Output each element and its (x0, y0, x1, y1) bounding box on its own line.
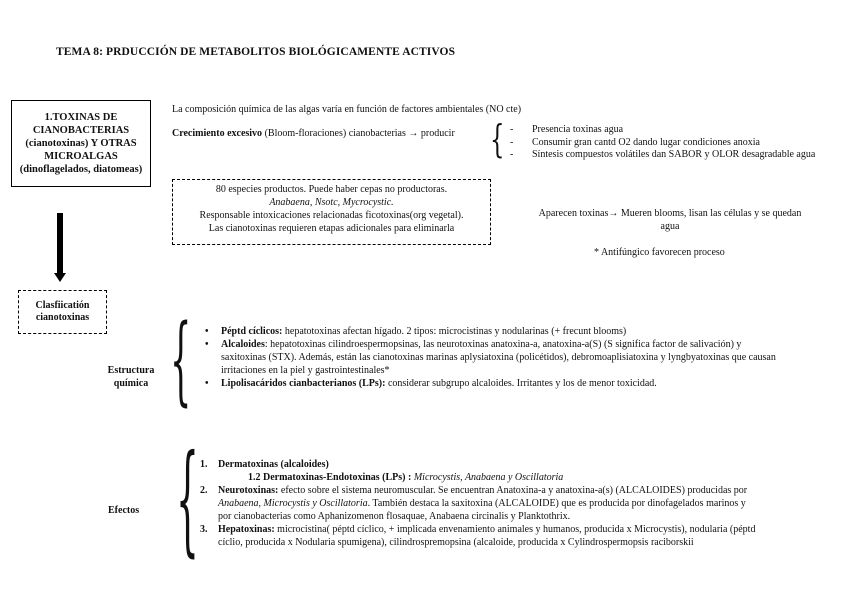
effects-label: Efectos (108, 505, 140, 516)
list-item: - Presencia toxinas agua (510, 124, 624, 135)
structure-brace: { (170, 304, 192, 416)
toxins-note (520, 208, 820, 233)
antifungal-note: * Antifúngico favorecen proceso (594, 247, 725, 258)
effects-list (196, 458, 836, 549)
list-item: 1. Dermatoxinas (alcaloides) (200, 459, 329, 470)
growth-brace: { (490, 117, 505, 161)
growth-bold: Crecimiento excesivo (172, 128, 263, 139)
list-item: 2. Neurotoxinas: efecto sobre el sistema neuromuscular. Se encuentran Anatoxina-a y anatoxina-a(s) (ALCALOIDES) producidas por Anabaena, Microcystis y Oscillatoria. También destaca la saxitoxina (ALCALOIDE) que es producida por dinofagelados marinos y por cianobacterias como Aphanizomenon flosaquae, Anabaena circinalis y Planktothrix. (200, 485, 748, 522)
structure-label (96, 364, 166, 390)
toxins-box-line: MICROALGAS (44, 151, 118, 162)
down-arrow-icon (54, 273, 66, 282)
page-title: TEMA 8: PRDUCCIÓN DE METABOLITOS BIOLÓGICAMENTE ACTIVOS (56, 46, 456, 58)
classification-line: Clasfiicatión (35, 300, 90, 311)
structure-list (196, 325, 836, 390)
toxins-note-line: agua (660, 220, 680, 232)
species-line: 80 especies productos. Puede haber cepas no productoras. (215, 184, 448, 195)
list-item: • Alcaloides: hepatotoxinas cilindroespermopsinas, las neurotoxinas anatoxina-a, anatoxina-a(S) (S significa factor de salivación) y saxitoxinas (STX). Además, están las cianotoxinas marinas aplysiatoxina (policétidos), debromoaplisiatoxina y lyngbyatoxinas que causan irritaciones en la piel y gastrointestinales* (205, 339, 776, 376)
list-item: - Consumir gran cantd O2 dando lugar condiciones anoxia (510, 136, 760, 148)
structure-label-line: química (113, 378, 149, 389)
growth-list (510, 124, 815, 162)
list-item: • Péptd cíclicos: hepatotoxinas afectan hígado. 2 tipos: microcistinas y nodularinas (+ frecunt blooms) (205, 326, 627, 337)
toxins-topic-box (11, 100, 151, 187)
species-line-italic: Anabaena, Nsotc, Mycrocystic. (269, 197, 394, 208)
list-item: • Lipolisacáridos cianbacterianos (LPs): considerar subgrupo alcaloides. Irritantes y los de menor toxicidad. (205, 378, 657, 389)
toxins-box-line: (cianotoxinas) Y OTRAS (25, 138, 137, 149)
growth-text (172, 128, 455, 141)
list-item: 1.2 Dermatoxinas-Endotoxinas (LPs) : Microcystis, Anabaena y Oscillatoria (248, 472, 564, 483)
toxins-box-line: (dinoflagelados, diatomeas) (19, 164, 143, 175)
toxins-box-line: CIANOBACTERIAS (32, 125, 130, 136)
toxins-box-line: 1.TOXINAS DE (44, 112, 118, 123)
effects-brace: { (176, 430, 199, 569)
intro-text: La composición química de las algas varía en función de factores ambientales (NO cte) (172, 104, 522, 115)
list-item: - Síntesis compuestos volátiles dan SABOR y OLOR desagradable agua (510, 149, 816, 160)
species-box (172, 179, 491, 245)
species-line: Las cianotoxinas requieren etapas adicionales para eliminarla (208, 223, 455, 234)
toxins-note-line: Aparecen toxinas→ Mueren blooms, lisan las células y se quedan (538, 208, 802, 219)
growth-rest: (Bloom-floraciones) cianobacterias → producir (262, 128, 455, 139)
classification-line: cianotoxinas (35, 312, 90, 323)
list-item: 3. Hepatoxinas: microcistina( péptd cíclico, + implicada envenamiento animales y humanos, producida x Microcystis), nodularia (péptd cíclio, producida x Nodularia spumigena), cilindrospremopsina (alcaloide, producida x Cylindrospermopsis raciborskii (200, 524, 756, 548)
species-line: Responsable intoxicaciones relacionadas ficotoxinas(org vegetal). (199, 210, 464, 221)
structure-label-line: Estructura (107, 365, 155, 376)
classification-box (18, 290, 107, 334)
down-arrow-shaft (57, 213, 63, 275)
